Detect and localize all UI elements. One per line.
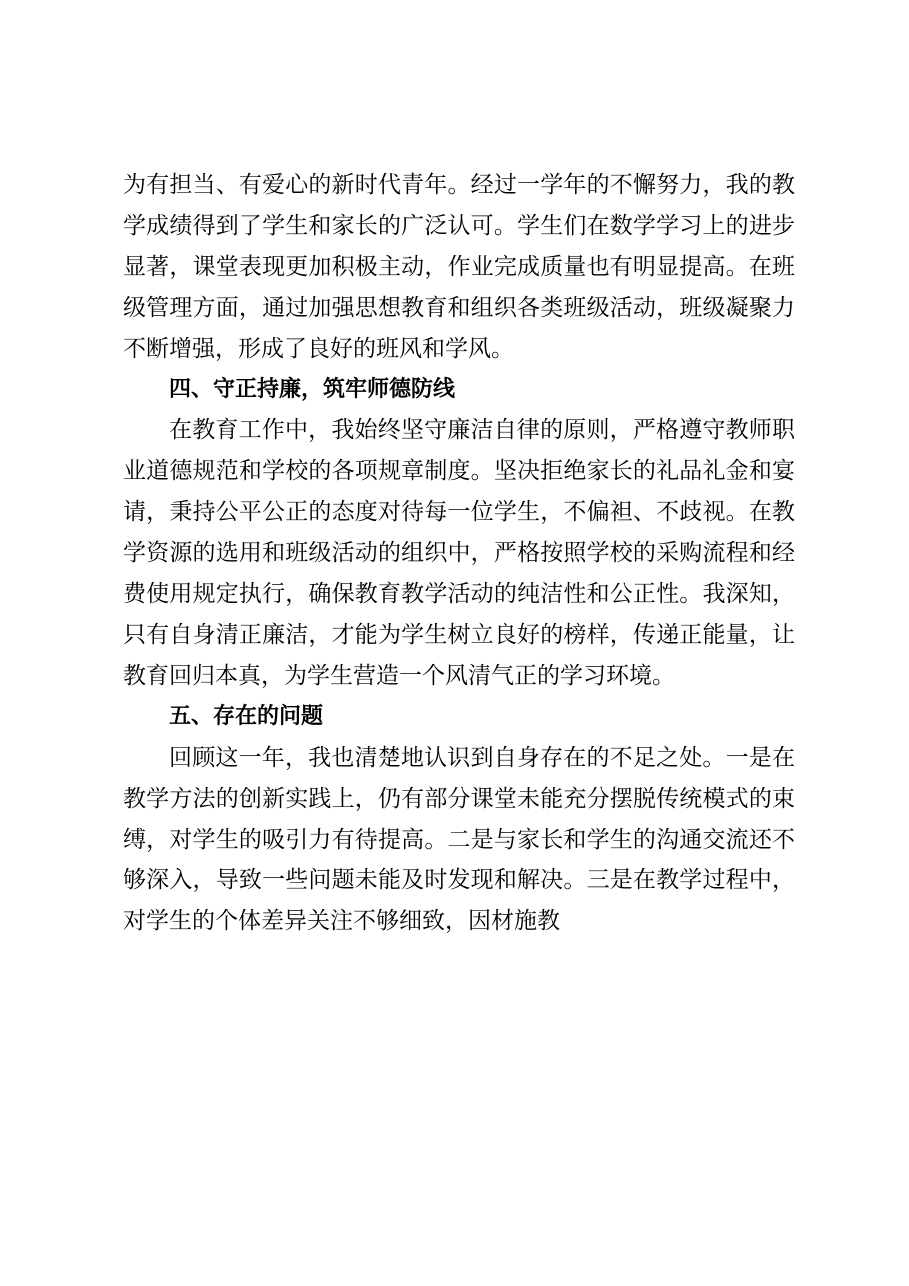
paragraph-continued-text: 为有担当、有爱心的新时代青年。经过一学年的不懈努力，我的教学成绩得到了学生和家长的广泛认可。学生们在数学学习上的进步显著，课堂表现更加积极主动，作业完成质量也有明显提高。在班级管理方面，通过加强思想教育和组织各类班级活动，班级凝聚力不断增强，形成了良好的班风和学风。	[123, 172, 795, 362]
document-body	[123, 165, 795, 942]
section-heading-four: 四、守正持廉，筑牢师德防线	[169, 376, 456, 402]
paragraph-integrity: 在教育工作中，我始终坚守廉洁自律的原则，严格遵守教师职业道德规范和学校的各项规章制度。坚决拒绝家长的礼品礼金和宴请，秉持公平公正的态度对待每一位学生，不偏袒、不歧视。在教学资源的选用和班级活动的组织中，严格按照学校的采购流程和经费使用规定执行，确保教育教学活动的纯洁性和公正性。我深知，只有自身清正廉洁，才能为学生树立良好的榜样，传递正能量，让教育回归本真，为学生营造一个风清气正的学习环境。	[123, 417, 795, 689]
section-heading-five: 五、存在的问题	[169, 703, 324, 729]
paragraph-problems: 回顾这一年，我也清楚地认识到自身存在的不足之处。一是在教学方法的创新实践上，仍有部分课堂未能充分摆脱传统模式的束缚，对学生的吸引力有待提高。二是与家长和学生的沟通交流还不够深入，导致一些问题未能及时发现和解决。三是在教学过程中，对学生的个体差异关注不够细致，因材施教	[123, 744, 795, 935]
